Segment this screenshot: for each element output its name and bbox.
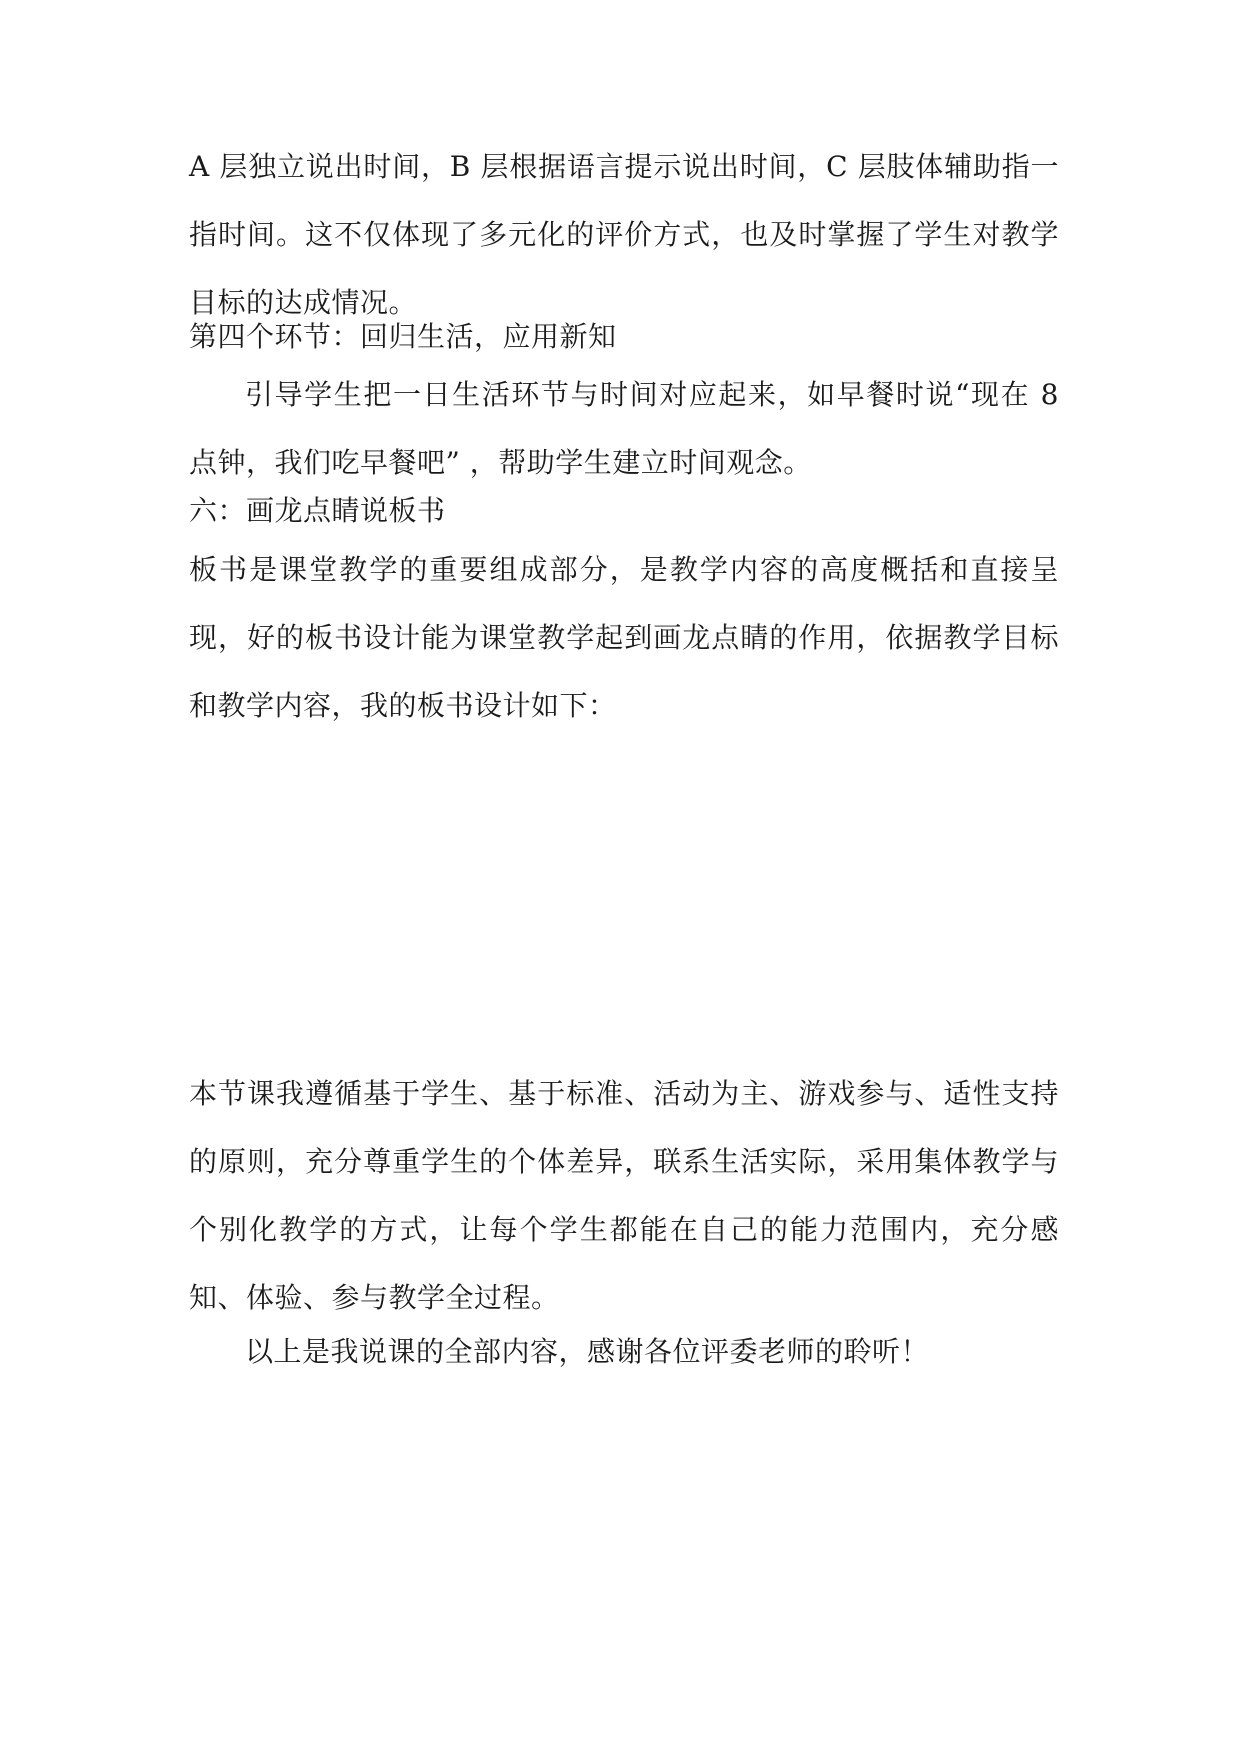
- blackboard-design-area: [189, 820, 1059, 1060]
- paragraph-closing: 以上是我说课的全部内容，感谢各位评委老师的聆听！: [245, 1335, 930, 1368]
- paragraph-section-four-body: 引导学生把一日生活环节与时间对应起来，如早餐时说“现在 8 点钟，我们吃早餐吧” ，帮助学生建立时间观念。: [189, 378, 1069, 479]
- paragraph-evaluation-layers: A 层独立说出时间，B 层根据语言提示说出时间，C 层肢体辅助指一指时间。这不仅体现了多元化的评价方式，也及时掌握了学生对教学目标的达成情况。: [189, 150, 1059, 319]
- paragraph-principles: 本节课我遵循基于学生、基于标准、活动为主、游戏参与、适性支持的原则，充分尊重学生的个体差异，联系生活实际，采用集体教学与个别化教学的方式，让每个学生都能在自己的能力范围内，充分感知、体验、参与教学全过程。: [189, 1077, 1059, 1314]
- section-four-heading: 第四个环节：回归生活，应用新知: [189, 320, 617, 353]
- section-six-heading: 六：画龙点睛说板书: [189, 494, 446, 527]
- paragraph-board-intro: 板书是课堂教学的重要组成部分，是教学内容的高度概括和直接呈现，好的板书设计能为课堂教学起到画龙点睛的作用，依据教学目标和教学内容，我的板书设计如下：: [189, 553, 1059, 722]
